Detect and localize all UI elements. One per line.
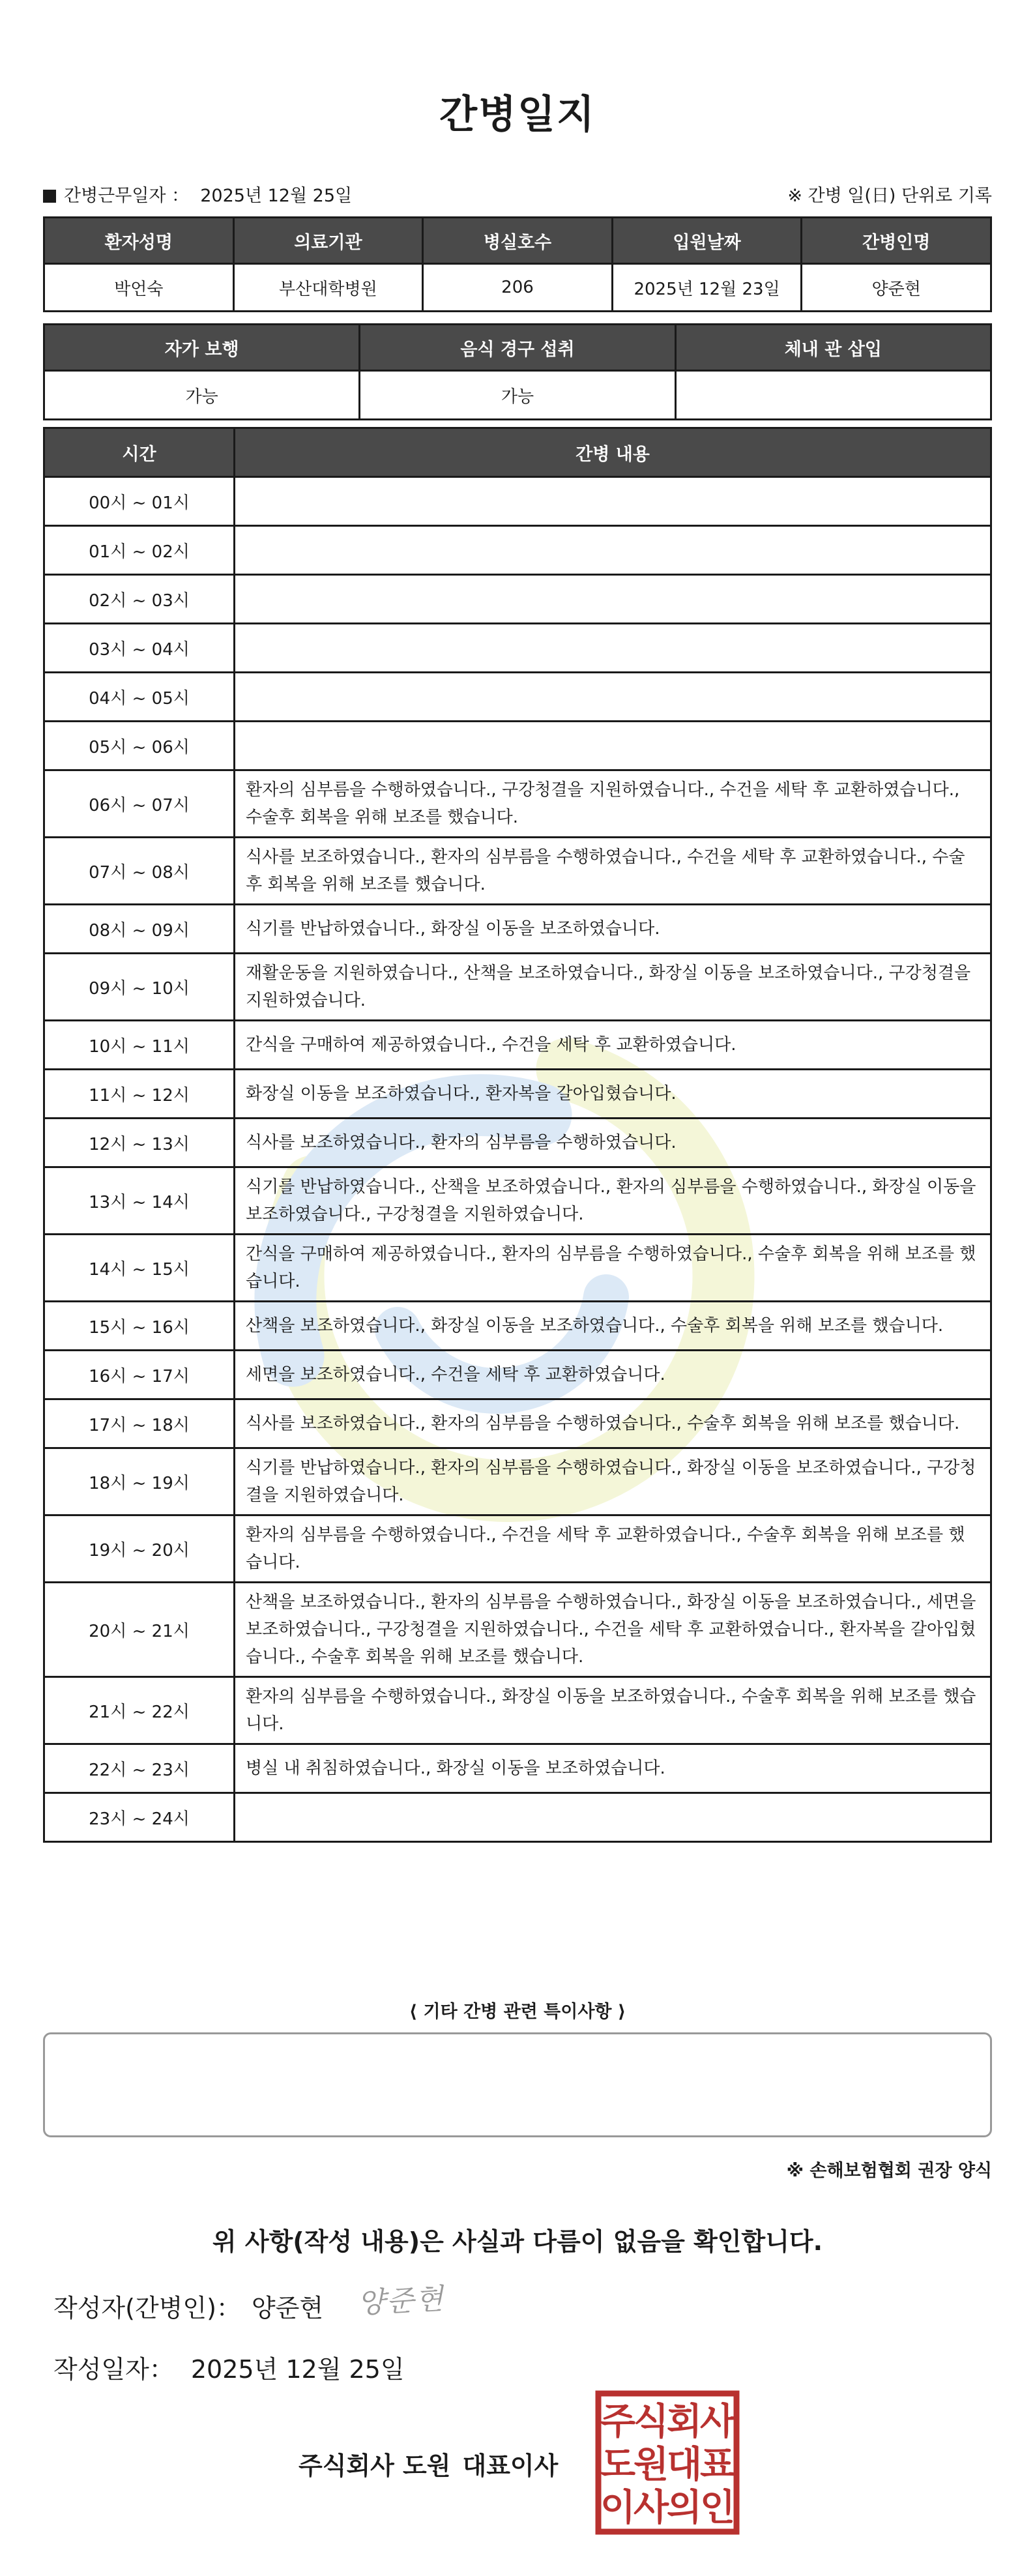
header-room: 병실호수 (423, 218, 613, 264)
seal-glyph: 사 (699, 2401, 736, 2443)
work-date-label: 간병근무일자 ： (64, 186, 190, 206)
time-slot: 09시 ~ 10시 (44, 954, 235, 1021)
care-content: 식사를 보조하였습니다., 환자의 심부름을 수행하였습니다., 수술후 회복을 위해 보조를 했습니다. (235, 1399, 991, 1448)
table-row (44, 1167, 991, 1235)
hospital-name: 부산대학병원 (233, 264, 423, 312)
time-slot: 15시 ~ 16시 (44, 1302, 235, 1351)
self-walking-value: 가능 (44, 371, 360, 420)
care-content: 간식을 구매하여 제공하였습니다., 수건을 세탁 후 교환하였습니다. (235, 1021, 991, 1070)
time-slot: 20시 ~ 21시 (44, 1583, 235, 1677)
write-date-value: 2025년 12월 25일 (190, 2355, 405, 2384)
writer-name: 양준현 (251, 2294, 324, 2322)
care-content: 식사를 보조하였습니다., 환자의 심부름을 수행하였습니다. (235, 1119, 991, 1167)
work-date-group (43, 181, 352, 207)
header-tube-insertion: 체내 관 삽입 (675, 325, 991, 371)
header-oral-intake: 음식 경구 섭취 (360, 325, 675, 371)
table-row (44, 1235, 991, 1302)
time-slot: 08시 ~ 09시 (44, 905, 235, 954)
representative-title: 대표이사 (462, 2452, 559, 2480)
writer-line (53, 2288, 323, 2324)
table-row (44, 1302, 991, 1351)
header-hospital: 의료기관 (233, 218, 423, 264)
time-slot: 22시 ~ 23시 (44, 1744, 235, 1793)
table-row (44, 1583, 991, 1677)
tube-insertion-value (675, 371, 991, 420)
patient-header-row (44, 218, 991, 264)
company-line (299, 2446, 558, 2481)
care-content: 세면을 보조하였습니다., 수건을 세탁 후 교환하였습니다. (235, 1351, 991, 1399)
care-log-header-row (44, 428, 991, 477)
care-content: 식기를 반납하였습니다., 산책을 보조하였습니다., 환자의 심부름을 수행하였습니다., 화장실 이동을 보조하였습니다., 구강청결을 지원하였습니다. (235, 1167, 991, 1235)
page-title: 간병일지 (439, 92, 596, 138)
time-slot: 03시 ~ 04시 (44, 624, 235, 673)
table-row (44, 575, 991, 624)
header-admission-date: 입원날짜 (612, 218, 802, 264)
care-content: 산책을 보조하였습니다., 화장실 이동을 보조하였습니다., 수술후 회복을 위해 보조를 했습니다. (235, 1302, 991, 1351)
care-content: 식기를 반납하였습니다., 화장실 이동을 보조하였습니다. (235, 905, 991, 954)
care-content (235, 673, 991, 722)
table-row (44, 838, 991, 905)
care-log-table (43, 427, 992, 1843)
time-slot: 02시 ~ 03시 (44, 575, 235, 624)
table-row (44, 905, 991, 954)
time-slot: 04시 ~ 05시 (44, 673, 235, 722)
seal-glyph: 이 (600, 2487, 636, 2529)
seal-glyph: 식 (633, 2401, 669, 2443)
table-row (44, 954, 991, 1021)
time-slot: 00시 ~ 01시 (44, 477, 235, 526)
unit-note: ※ 간병 일(日) 단위로 기록 (787, 186, 992, 206)
table-row (44, 1351, 991, 1399)
care-content: 재활운동을 지원하였습니다., 산책을 보조하였습니다., 화장실 이동을 보조하였습니다., 구강청결을 지원하였습니다. (235, 954, 991, 1021)
time-slot: 14시 ~ 15시 (44, 1235, 235, 1302)
special-notes-box (43, 2032, 992, 2137)
table-row (44, 1515, 991, 1583)
seal-glyph: 도 (600, 2444, 636, 2486)
header-caregiver: 간병인명 (802, 218, 991, 264)
writer-label: 작성자(간병인)： (53, 2294, 241, 2322)
table-row (44, 1399, 991, 1448)
seal-glyph: 주 (600, 2401, 636, 2443)
time-slot: 17시 ~ 18시 (44, 1399, 235, 1448)
care-content (235, 477, 991, 526)
write-date-line (53, 2349, 405, 2385)
confirmation-statement: 위 사항(작성 내용)은 사실과 다름이 없음을 확인합니다. (212, 2227, 823, 2256)
time-slot: 21시 ~ 22시 (44, 1677, 235, 1744)
time-slot: 23시 ~ 24시 (44, 1793, 235, 1842)
care-content: 식사를 보조하였습니다., 환자의 심부름을 수행하였습니다., 수건을 세탁 후 교환하였습니다., 수술후 회복을 위해 보조를 했습니다. (235, 838, 991, 905)
table-row (44, 526, 991, 575)
time-slot: 13시 ~ 14시 (44, 1167, 235, 1235)
table-row (44, 722, 991, 770)
seal-glyph: 원 (633, 2444, 669, 2486)
work-date-value: 2025년 12월 25일 (200, 186, 353, 206)
ability-value-row (44, 371, 991, 420)
seal-glyph: 사 (633, 2487, 669, 2529)
patient-value-row (44, 264, 991, 312)
time-slot: 10시 ~ 11시 (44, 1021, 235, 1070)
table-row (44, 1793, 991, 1842)
header-care-content: 간병 내용 (235, 428, 991, 477)
time-slot: 07시 ~ 08시 (44, 838, 235, 905)
company-name: 주식회사 도원 (299, 2452, 451, 2480)
ability-table (43, 323, 992, 420)
care-content: 환자의 심부름을 수행하였습니다., 화장실 이동을 보조하였습니다., 수술후 회복을 위해 보조를 했습니다. (235, 1677, 991, 1744)
table-row (44, 624, 991, 673)
time-slot: 06시 ~ 07시 (44, 770, 235, 838)
admission-date: 2025년 12월 23일 (612, 264, 802, 312)
care-log-body (44, 477, 991, 1842)
care-content: 산책을 보조하였습니다., 환자의 심부름을 수행하였습니다., 화장실 이동을 보조하였습니다., 세면을 보조하였습니다., 구강청결을 지원하였습니다., 수건을 세탁 후 교환하였습니다., 환자복을 갈아입혔습니다., 수술후 회복을 위해 보조를 했습니다. (235, 1583, 991, 1677)
time-slot: 05시 ~ 06시 (44, 722, 235, 770)
care-content: 환자의 심부름을 수행하였습니다., 수건을 세탁 후 교환하였습니다., 수술후 회복을 위해 보조를 했습니다. (235, 1515, 991, 1583)
patient-info-table (43, 216, 992, 312)
caregiver-name: 양준현 (802, 264, 991, 312)
ability-header-row (44, 325, 991, 371)
table-row (44, 1448, 991, 1515)
patient-name: 박언숙 (44, 264, 234, 312)
header-patient-name: 환자성명 (44, 218, 234, 264)
care-content: 병실 내 취침하였습니다., 화장실 이동을 보조하였습니다. (235, 1744, 991, 1793)
header-self-walking: 자가 보행 (44, 325, 360, 371)
time-slot: 11시 ~ 12시 (44, 1070, 235, 1119)
header-time: 시간 (44, 428, 235, 477)
seal-glyph: 표 (699, 2444, 736, 2486)
seal-glyph: 회 (666, 2401, 703, 2443)
special-notes-title: ⟨ 기타 간병 관련 특이사항 ⟩ (409, 2002, 626, 2022)
time-slot: 16시 ~ 17시 (44, 1351, 235, 1399)
care-content (235, 526, 991, 575)
table-row (44, 1119, 991, 1167)
care-content (235, 575, 991, 624)
table-row (44, 673, 991, 722)
care-content (235, 624, 991, 673)
time-slot: 12시 ~ 13시 (44, 1119, 235, 1167)
company-seal-stamp (593, 2388, 742, 2537)
oral-intake-value: 가능 (360, 371, 675, 420)
table-row (44, 770, 991, 838)
form-note: ※ 손해보험협회 권장 양식 (786, 2161, 992, 2181)
time-slot: 01시 ~ 02시 (44, 526, 235, 575)
work-date-line (43, 181, 992, 207)
table-row (44, 1070, 991, 1119)
table-row (44, 1021, 991, 1070)
care-content (235, 722, 991, 770)
care-content: 식기를 반납하였습니다., 환자의 심부름을 수행하였습니다., 화장실 이동을 보조하였습니다., 구강청결을 지원하였습니다. (235, 1448, 991, 1515)
table-row (44, 1677, 991, 1744)
care-content (235, 1793, 991, 1842)
care-content: 간식을 구매하여 제공하였습니다., 환자의 심부름을 수행하였습니다., 수술후 회복을 위해 보조를 했습니다. (235, 1235, 991, 1302)
time-slot: 18시 ~ 19시 (44, 1448, 235, 1515)
seal-glyph: 대 (666, 2444, 703, 2486)
square-bullet-icon (43, 190, 56, 203)
seal-glyph: 인 (699, 2487, 736, 2529)
care-content: 화장실 이동을 보조하였습니다., 환자복을 갈아입혔습니다. (235, 1070, 991, 1119)
table-row (44, 477, 991, 526)
seal-glyph: 의 (666, 2487, 703, 2529)
time-slot: 19시 ~ 20시 (44, 1515, 235, 1583)
write-date-label: 작성일자： (53, 2355, 174, 2384)
care-content: 환자의 심부름을 수행하였습니다., 구강청결을 지원하였습니다., 수건을 세탁 후 교환하였습니다., 수술후 회복을 위해 보조를 했습니다. (235, 770, 991, 838)
table-row (44, 1744, 991, 1793)
handwritten-signature: 양준현 (356, 2282, 445, 2320)
room-number: 206 (423, 264, 613, 312)
